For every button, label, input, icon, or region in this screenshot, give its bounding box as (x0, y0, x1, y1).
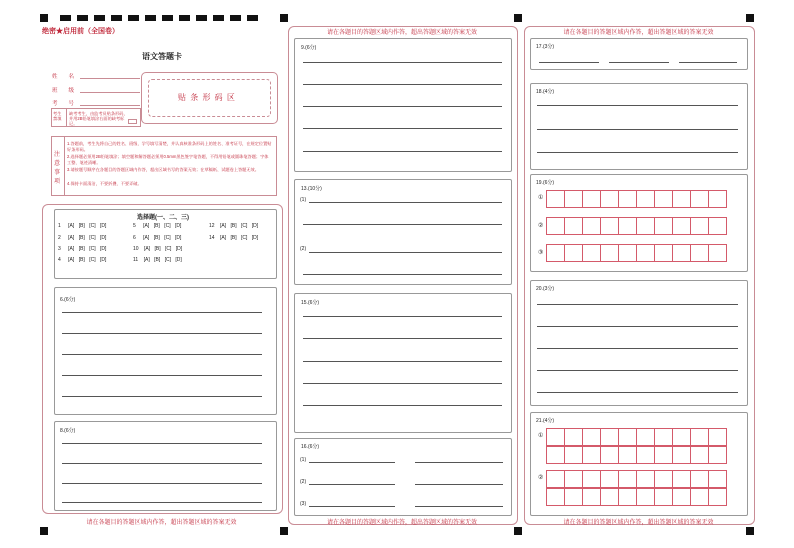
answer-line[interactable] (415, 506, 503, 507)
answer-line[interactable] (62, 354, 262, 355)
option-b[interactable]: [B] (78, 223, 85, 229)
option-c[interactable]: [C] (164, 223, 171, 229)
answer-line[interactable] (62, 502, 262, 503)
position-mark (514, 14, 522, 22)
position-mark (40, 527, 48, 535)
option-d[interactable]: [D] (99, 235, 107, 241)
option-a[interactable]: [A] (143, 246, 151, 252)
answer-line[interactable] (303, 405, 502, 406)
question-number: 10 (133, 246, 139, 252)
answer-line[interactable] (309, 506, 395, 507)
option-d[interactable]: [D] (251, 223, 259, 229)
option-c[interactable]: [C] (164, 257, 172, 263)
option-a[interactable]: [A] (68, 235, 75, 241)
option-d[interactable]: [D] (99, 257, 107, 263)
position-mark (746, 527, 754, 535)
answer-line[interactable] (62, 463, 262, 464)
position-mark (746, 14, 754, 22)
answer-line[interactable] (415, 484, 503, 485)
q16-box (294, 438, 512, 516)
option-d[interactable]: [D] (99, 246, 107, 252)
answer-line[interactable] (537, 152, 738, 153)
exam-code-note: 缺考考生，由监考员贴条形码，并用2B铅笔填涂右面的缺考标记。 (69, 111, 128, 126)
answer-line[interactable] (309, 462, 395, 463)
choice-row (58, 223, 106, 229)
choice-row (133, 235, 181, 241)
answer-line[interactable] (303, 62, 502, 63)
q9-label: 9.(6分) (301, 45, 317, 51)
sync-bar-strip (60, 15, 260, 21)
notice-item: 3.请按题号顺序在各题目的答题区域内作答，超出区域书写的答案无效；在草稿纸、试题卷上答题无效。 (67, 167, 259, 172)
option-c[interactable]: [C] (89, 246, 96, 252)
header-note: 请在各题目的答题区域内作答，超出答题区域的答案无效 (326, 30, 477, 36)
option-b[interactable]: [B] (153, 223, 160, 229)
option-a[interactable]: [A] (143, 223, 150, 229)
q6-label: 6.(6分) (60, 297, 76, 303)
option-c[interactable]: [C] (89, 223, 96, 229)
option-d[interactable]: [D] (175, 246, 183, 252)
choice-row (209, 235, 258, 241)
answer-line[interactable] (679, 62, 737, 63)
option-c[interactable]: [C] (89, 235, 96, 241)
part-label: ① (538, 433, 544, 439)
answer-line[interactable] (537, 129, 738, 130)
position-mark (40, 14, 48, 22)
answer-line[interactable] (539, 62, 599, 63)
answer-line[interactable] (303, 338, 502, 339)
barcode-area (141, 72, 278, 124)
question-number: 4 (58, 257, 61, 263)
card-title: 语文答题卡 (142, 52, 182, 61)
option-b[interactable]: [B] (230, 223, 237, 229)
notice-box (51, 136, 277, 196)
option-a[interactable]: [A] (219, 235, 227, 241)
choice-row (209, 223, 258, 229)
q8-label: 8.(6分) (60, 428, 76, 434)
answer-line[interactable] (303, 224, 502, 225)
name-field[interactable] (80, 78, 140, 79)
q13-label: 13.(10分) (301, 186, 322, 192)
writing-grid[interactable] (547, 428, 727, 464)
question-number: 11 (133, 257, 139, 263)
choice-row (133, 257, 182, 263)
q8-box (54, 421, 277, 511)
part-label: (1) (300, 197, 307, 203)
option-a[interactable]: [A] (143, 257, 150, 263)
footer-note: 请在各题目的答题区域内作答，超出答题区域的答案无效 (326, 520, 477, 526)
secret-label: 绝密★启用前（全国卷） (42, 28, 119, 35)
option-b[interactable]: [B] (78, 257, 85, 263)
writing-grid[interactable] (547, 470, 727, 506)
answer-line[interactable] (609, 62, 669, 63)
part-label: ① (538, 195, 544, 201)
q21-label: 21.(4分) (536, 418, 555, 424)
option-c[interactable]: [C] (240, 235, 248, 241)
option-a[interactable]: [A] (219, 223, 227, 229)
answer-line[interactable] (303, 361, 502, 362)
q17-box (530, 38, 748, 70)
option-d[interactable]: [D] (175, 257, 182, 263)
q19-label: 19.(6分) (536, 180, 555, 186)
choice-row (58, 246, 106, 252)
barcode-label: 贴 条 形 码 区 (178, 93, 236, 102)
option-b[interactable]: [B] (153, 235, 160, 241)
answer-line[interactable] (303, 128, 502, 129)
choice-title: 选择题(一、二、三) (137, 215, 189, 221)
answer-line[interactable] (537, 326, 738, 327)
answer-line[interactable] (62, 375, 262, 376)
answer-line[interactable] (537, 304, 738, 305)
answer-line[interactable] (62, 312, 262, 313)
part-label: (1) (300, 457, 307, 463)
answer-line[interactable] (303, 84, 502, 85)
class-label: 班 级 (52, 88, 75, 94)
answer-line[interactable] (303, 383, 502, 384)
exam-code-box (51, 108, 141, 127)
question-number: 3 (58, 246, 61, 252)
q16-label: 16.(6分) (301, 444, 320, 450)
question-number: 2 (58, 235, 61, 241)
answer-line[interactable] (537, 392, 738, 393)
class-field[interactable] (80, 92, 140, 93)
choice-row (133, 223, 181, 229)
exam-number-label: 考 号 (52, 101, 75, 107)
position-mark (514, 527, 522, 535)
option-a[interactable]: [A] (143, 235, 150, 241)
option-b[interactable]: [B] (230, 235, 237, 241)
q20-box (530, 280, 748, 406)
notice-item: 2.选择题必须用2B铅笔填涂；填空题和解答题必须用0.5mm黑色签字笔答题，不得用铅笔或圆珠笔答题；字体工整、笔迹清晰。 (67, 154, 269, 165)
absent-mark-box[interactable] (128, 119, 137, 124)
question-number: 14 (209, 235, 215, 241)
answer-line[interactable] (62, 396, 262, 397)
exam-number-field[interactable] (80, 105, 140, 106)
option-c[interactable]: [C] (164, 246, 172, 252)
option-d[interactable]: [D] (251, 235, 259, 241)
option-c[interactable]: [C] (89, 257, 96, 263)
q17-label: 17.(3分) (536, 44, 555, 50)
option-d[interactable]: [D] (99, 223, 107, 229)
option-d[interactable]: [D] (174, 235, 182, 241)
option-c[interactable]: [C] (240, 223, 248, 229)
answer-line[interactable] (537, 370, 738, 371)
part-label: (3) (300, 501, 307, 507)
option-a[interactable]: [A] (68, 246, 75, 252)
q15-box (294, 293, 512, 433)
position-mark (280, 14, 288, 22)
part-label: ② (538, 223, 544, 229)
question-number: 1 (58, 223, 61, 229)
writing-grid[interactable] (547, 190, 727, 208)
footer-note: 请在各题目的答题区域内作答，超出答题区域的答案无效 (563, 520, 714, 526)
notice-label: 注意事项 (54, 152, 61, 185)
writing-grid[interactable] (547, 217, 727, 235)
option-a[interactable]: [A] (68, 257, 75, 263)
option-b[interactable]: [B] (154, 246, 161, 252)
q18-box (530, 83, 748, 170)
answer-line[interactable] (309, 252, 502, 253)
header-note: 请在各题目的答题区域内作答，超出答题区域的答案无效 (563, 30, 714, 36)
question-number: 12 (209, 223, 215, 229)
q15-label: 15.(6分) (301, 300, 320, 306)
choice-row (58, 257, 106, 263)
option-a[interactable]: [A] (68, 223, 75, 229)
option-b[interactable]: [B] (154, 257, 161, 263)
notice-item: 1.答题前，考生先将自己的姓名、班级、学号填写清楚，并认真核准条形码上的姓名、准考证号，在规定位置贴好条形码。 (67, 141, 272, 152)
part-label: ③ (538, 250, 544, 256)
answer-line[interactable] (62, 483, 262, 484)
footer-note: 请在各题目的答题区域内作答，超出答题区域的答案无效 (86, 520, 237, 526)
option-d[interactable]: [D] (174, 223, 182, 229)
answer-line[interactable] (309, 484, 395, 485)
choice-box (54, 209, 277, 279)
writing-grid[interactable] (547, 244, 727, 262)
q18-label: 18.(4分) (536, 89, 555, 95)
answer-line[interactable] (537, 348, 738, 349)
choice-row (58, 235, 106, 241)
q13-box (294, 179, 512, 285)
answer-line[interactable] (62, 333, 262, 334)
exam-code-label: 考生禁填 (53, 111, 62, 121)
answer-line[interactable] (309, 202, 502, 203)
question-number: 5 (133, 223, 136, 229)
answer-line[interactable] (62, 443, 262, 444)
answer-line[interactable] (303, 151, 502, 152)
part-label: (2) (300, 479, 307, 485)
part-label: ② (538, 475, 544, 481)
notice-item: 4.保持卡面清洁，不要折叠、不要弄破。 (67, 181, 142, 186)
choice-row (133, 246, 182, 252)
answer-line[interactable] (303, 106, 502, 107)
question-number: 6 (133, 235, 136, 241)
option-b[interactable]: [B] (78, 246, 85, 252)
answer-line[interactable] (415, 462, 503, 463)
option-c[interactable]: [C] (164, 235, 171, 241)
name-label: 姓 名 (52, 74, 75, 80)
part-label: (2) (300, 246, 307, 252)
q20-label: 20.(3分) (536, 286, 555, 292)
position-mark (280, 527, 288, 535)
answer-line[interactable] (537, 105, 738, 106)
option-b[interactable]: [B] (78, 235, 85, 241)
answer-line[interactable] (303, 274, 502, 275)
answer-line[interactable] (303, 316, 502, 317)
